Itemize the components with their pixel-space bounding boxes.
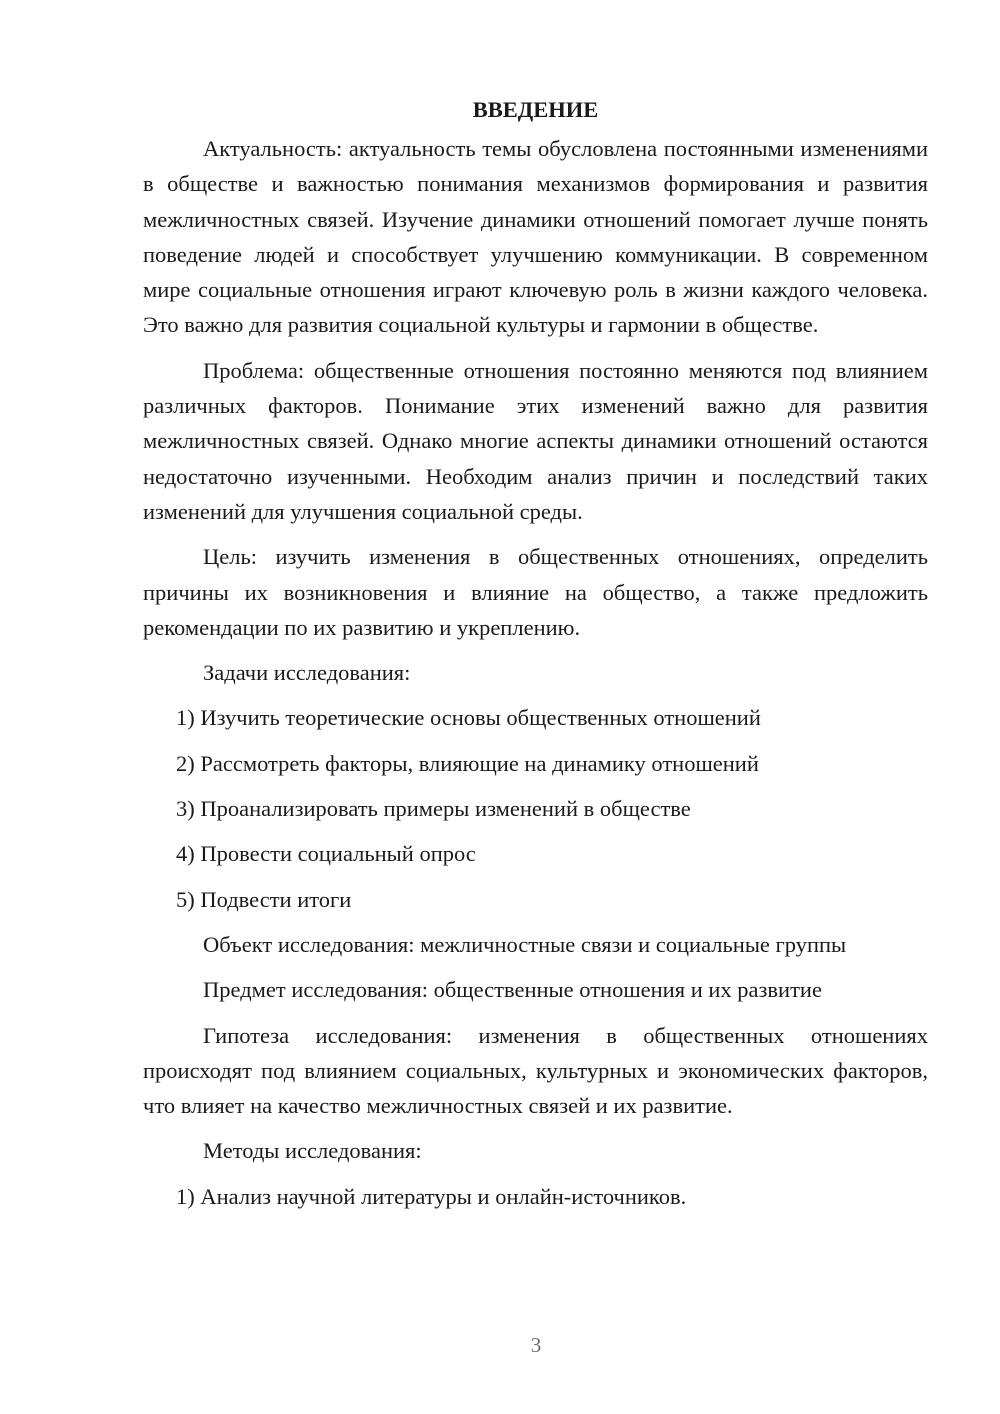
task-item: 5) Подвести итоги [176, 886, 352, 912]
document-page [143, 92, 928, 1224]
task-item: 4) Провести социальный опрос [176, 841, 476, 867]
research-subject: Предмет исследования: общественные отношения и их развитие [203, 977, 822, 1003]
problem-paragraph: Проблема: общественные отношения постоянно меняются под влиянием различных факторов. Понимание этих изменений важно для развития межличностных связей. Однако многие аспекты динамики отношений остаются недостаточно изученными. Необходим анализ причин и последствий таких изменений для улучшения социальной среды. [143, 357, 928, 524]
tasks-heading: Задачи исследования: [203, 660, 411, 686]
task-item: 2) Рассмотреть факторы, влияющие на динамику отношений [176, 750, 759, 776]
page-number: 3 [530, 1333, 542, 1357]
relevance-paragraph: Актуальность: актуальность темы обусловлена постоянными изменениями в обществе и важностью понимания механизмов формирования и развития межличностных связей. Изучение динамики отношений помогает лучше понять поведение людей и способствует улучшению коммуникации. В современном мире социальные отношения играют ключевую роль в жизни каждого человека. Это важно для развития социальной культуры и гармонии в обществе. [143, 136, 928, 338]
task-item: 1) Изучить теоретические основы общественных отношений [176, 705, 761, 731]
research-object: Объект исследования: межличностные связи и социальные группы [203, 931, 847, 957]
goal-paragraph: Цель: изучить изменения в общественных отношениях, определить причины их возникновения и влияние на общество, а также предложить рекомендации по их развитию и укреплению. [143, 544, 928, 640]
task-item: 3) Проанализировать примеры изменений в обществе [176, 796, 691, 822]
method-item: 1) Анализ научной литературы и онлайн-источников. [176, 1183, 687, 1209]
hypothesis-paragraph: Гипотеза исследования: изменения в общественных отношениях происходят под влиянием социальных, культурных и экономических факторов, что влияет на качество межличностных связей и их развитие. [143, 1022, 928, 1119]
page-title: ВВЕДЕНИЕ [472, 97, 599, 122]
methods-heading: Методы исследования: [203, 1138, 422, 1164]
